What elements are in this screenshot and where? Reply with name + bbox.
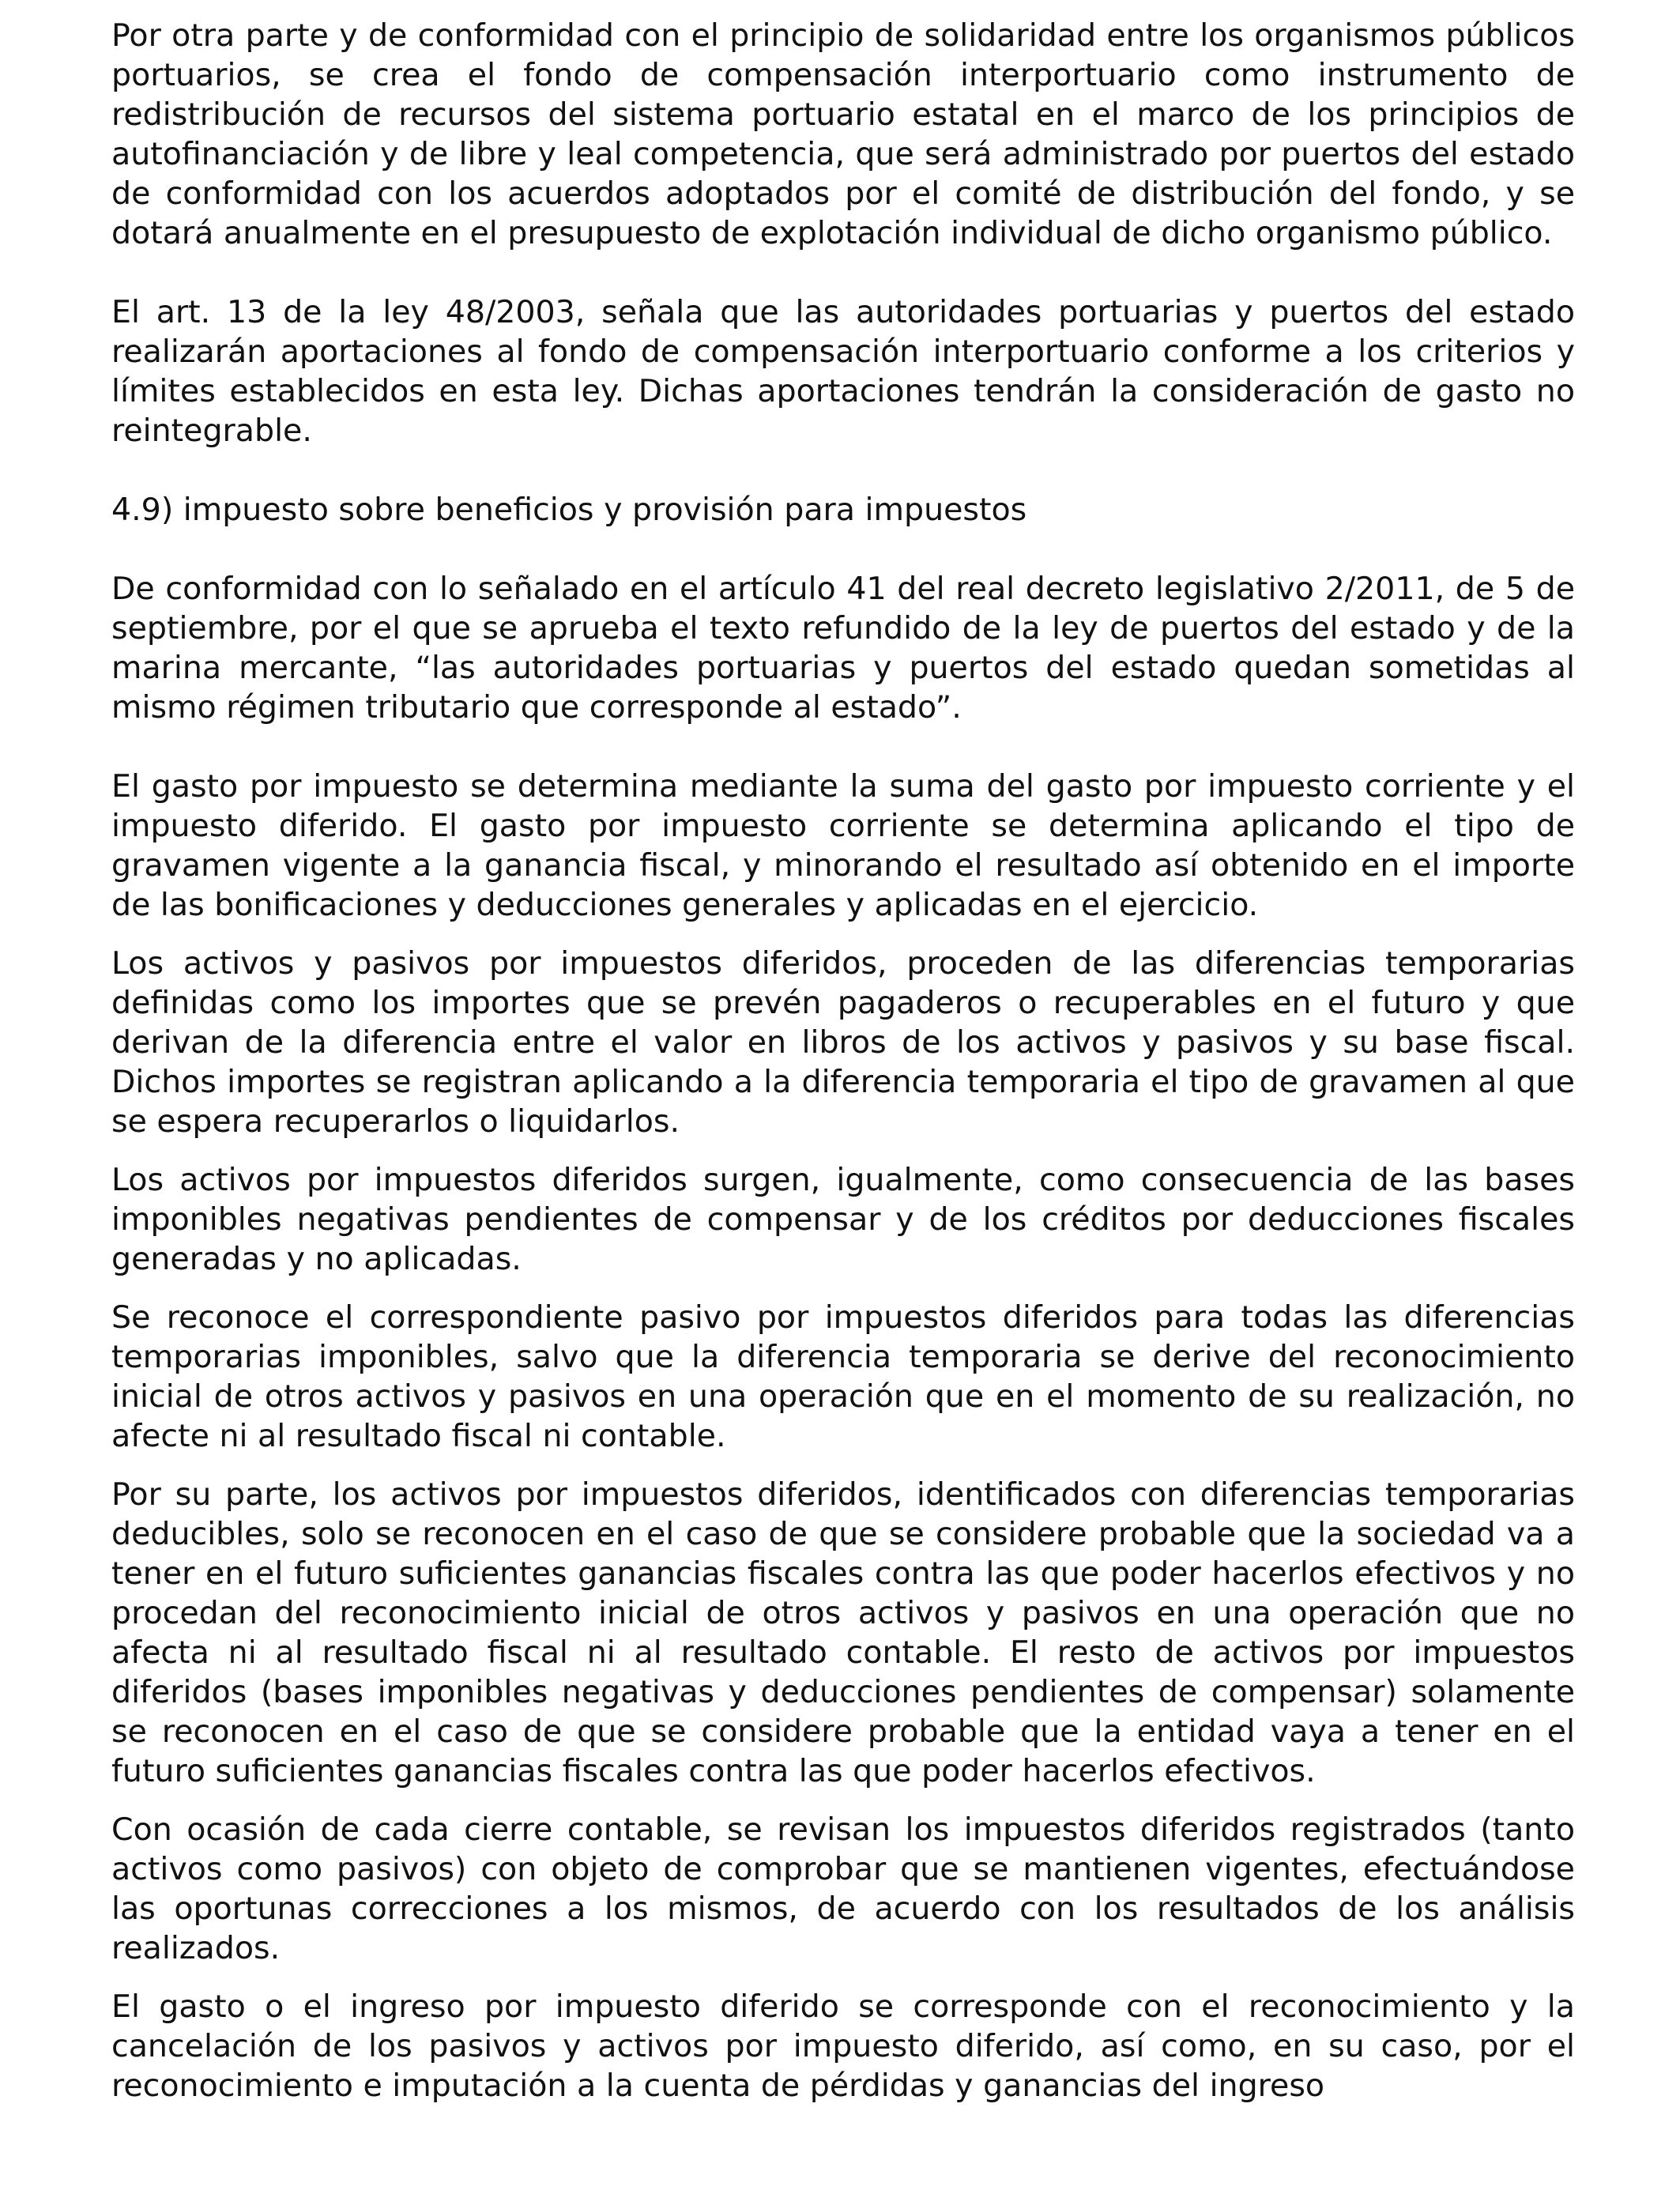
paragraph-fondo-compensacion: Por otra parte y de conformidad con el principio de solidaridad entre los organismos públicos portuarios, se crea el fondo de compensación interportuario como instrumento de redistribución de recursos del sistema portuario estatal en el marco de los principios de autofinanciación y de libre y leal competencia, que será administrado por puertos del estado de conformidad con los acuerdos adoptados por el comité de distribución del fondo, y se dotará anualmente en el presupuesto de explotación individual de dicho organismo público. <box>111 17 1575 251</box>
paragraph-articulo-41: De conformidad con lo señalado en el artículo 41 del real decreto legislativo 2/2011, de 5 de septiembre, por el que se aprueba el texto refundido de la ley de puertos del estado y de la marina mercante, “las autoridades portuarias y puertos del estado quedan sometidas al mismo régimen tributario que corresponde al estado”. <box>111 571 1575 726</box>
paragraph-cierre-contable: Con ocasión de cada cierre contable, se revisan los impuestos diferidos registrados (tanto activos como pasivos) con objeto de comprobar que se mantienen vigentes, efectuándose las oportunas correcciones a los mismos, de acuerdo con los resultados de los análisis realizados. <box>111 1811 1575 1966</box>
paragraph-pasivo-diferido: Se reconoce el correspondiente pasivo por impuestos diferidos para todas las diferencias temporarias imponibles, salvo que la diferencia temporaria se derive del reconocimiento inicial de otros activos y pasivos en una operación que en el momento de su realización, no afecte ni al resultado fiscal ni contable. <box>111 1299 1575 1454</box>
paragraph-activos-deducibles: Por su parte, los activos por impuestos diferidos, identificados con diferencias temporarias deducibles, solo se reconocen en el caso de que se considere probable que la sociedad va a tener en el futuro suficientes ganancias fiscales contra las que poder hacerlos efectivos y no procedan del reconocimiento inicial de otros activos y pasivos en una operación que no afecta ni al resultado fiscal ni al resultado contable. El resto de activos por impuestos diferidos (bases imponibles negativas y deducciones pendientes de compensar) solamente se reconocen en el caso de que se considere probable que la entidad vaya a tener en el futuro suficientes ganancias fiscales contra las que poder hacerlos efectivos. <box>111 1476 1575 1789</box>
section-heading: 4.9) impuesto sobre beneficios y provisión para impuestos <box>111 492 1027 528</box>
document-page <box>111 16 1575 2105</box>
paragraph-activos-pasivos-diferidos: Los activos y pasivos por impuestos diferidos, proceden de las diferencias temporarias definidas como los importes que se prevén pagaderos o recuperables en el futuro y que derivan de la diferencia entre el valor en libros de los activos y pasivos y su base fiscal. Dichos importes se registran aplicando a la diferencia temporaria el tipo de gravamen al que se espera recuperarlos o liquidarlos. <box>111 945 1575 1140</box>
paragraph-gasto-impuesto: El gasto por impuesto se determina mediante la suma del gasto por impuesto corriente y el impuesto diferido. El gasto por impuesto corriente se determina aplicando el tipo de gravamen vigente a la ganancia fiscal, y minorando el resultado así obtenido en el importe de las bonificaciones y deducciones generales y aplicadas en el ejercicio. <box>111 768 1575 923</box>
paragraph-art-13: El art. 13 de la ley 48/2003, señala que las autoridades portuarias y puertos del estado realizarán aportaciones al fondo de compensación interportuario conforme a los criterios y límites establecidos en esta ley. Dichas aportaciones tendrán la consideración de gasto no reintegrable. <box>111 294 1575 449</box>
paragraph-bases-imponibles: Los activos por impuestos diferidos surgen, igualmente, como consecuencia de las bases imponibles negativas pendientes de compensar y de los créditos por deducciones fiscales generadas y no aplicadas. <box>111 1162 1575 1277</box>
paragraph-ingreso-diferido: El gasto o el ingreso por impuesto diferido se corresponde con el reconocimiento y la cancelación de los pasivos y activos por impuesto diferido, así como, en su caso, por el reconocimiento e imputación a la cuenta de pérdidas y ganancias del ingreso <box>111 1989 1575 2104</box>
